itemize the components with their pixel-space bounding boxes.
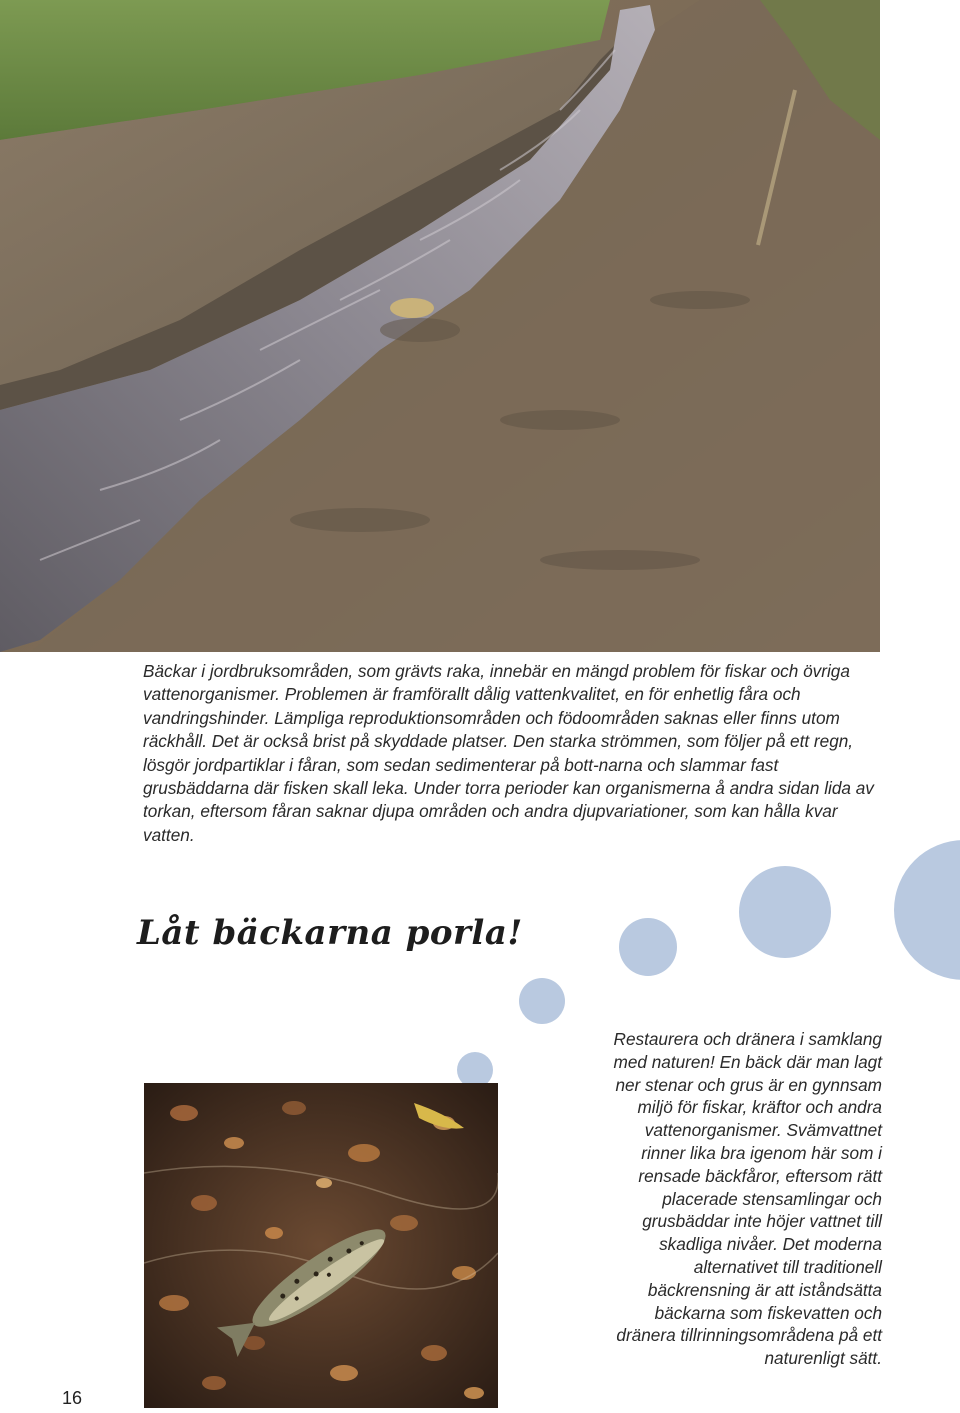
section-heading: Låt bäckarna porla!	[137, 913, 523, 953]
decorative-circle	[739, 866, 831, 958]
body-text: Bäckar i jordbruksområden, som grävts raka, innebär en mängd problem för fiskar och övriga vattenorganismer. Problemen är framförallt dålig vattenkvalitet, en för enhetlig fåra och vandringshinder. Lämpliga reproduktionsområden och födoområden saknas eller finns utom räckhåll. Det är också brist på skyddade platser. Den starka strömmen, som följer på ett regn, lösgör jordpartiklar i fåran, som sedan sedimenterar på bott-narna och slammar fast grusbäddarna där fisken skall leka. Under torra perioder kan organismerna å andra sidan lida av torkan, eftersom fåran saknar djupa områden och andra djupvariationer, som kan hålla kvar vatten.	[143, 661, 874, 845]
decorative-circle	[519, 978, 565, 1024]
trout-photo	[144, 1083, 498, 1408]
side-text: Restaurera och dränera i samklang med naturen! En bäck där man lagt ner stenar och grus är en gynnsam miljö för fiskar, kräftor och andra vattenorganismer. Svämvattnet rinner lika bra igenom här som i rensade bäckfåror, eftersom rätt placerade stensamlingar och grusbäddar inte höjer vattnet till skadliga nivåer. Det moderna alternativet till traditionell bäckrensning är att iståndsätta bäckarna som fiskevatten och dränera tillrinningsområdena på ett naturenligt sätt.	[613, 1029, 882, 1369]
page-number: 16	[62, 1388, 83, 1408]
ditch-photo	[0, 0, 880, 652]
decorative-circle	[619, 918, 677, 976]
decorative-circle	[894, 840, 960, 980]
